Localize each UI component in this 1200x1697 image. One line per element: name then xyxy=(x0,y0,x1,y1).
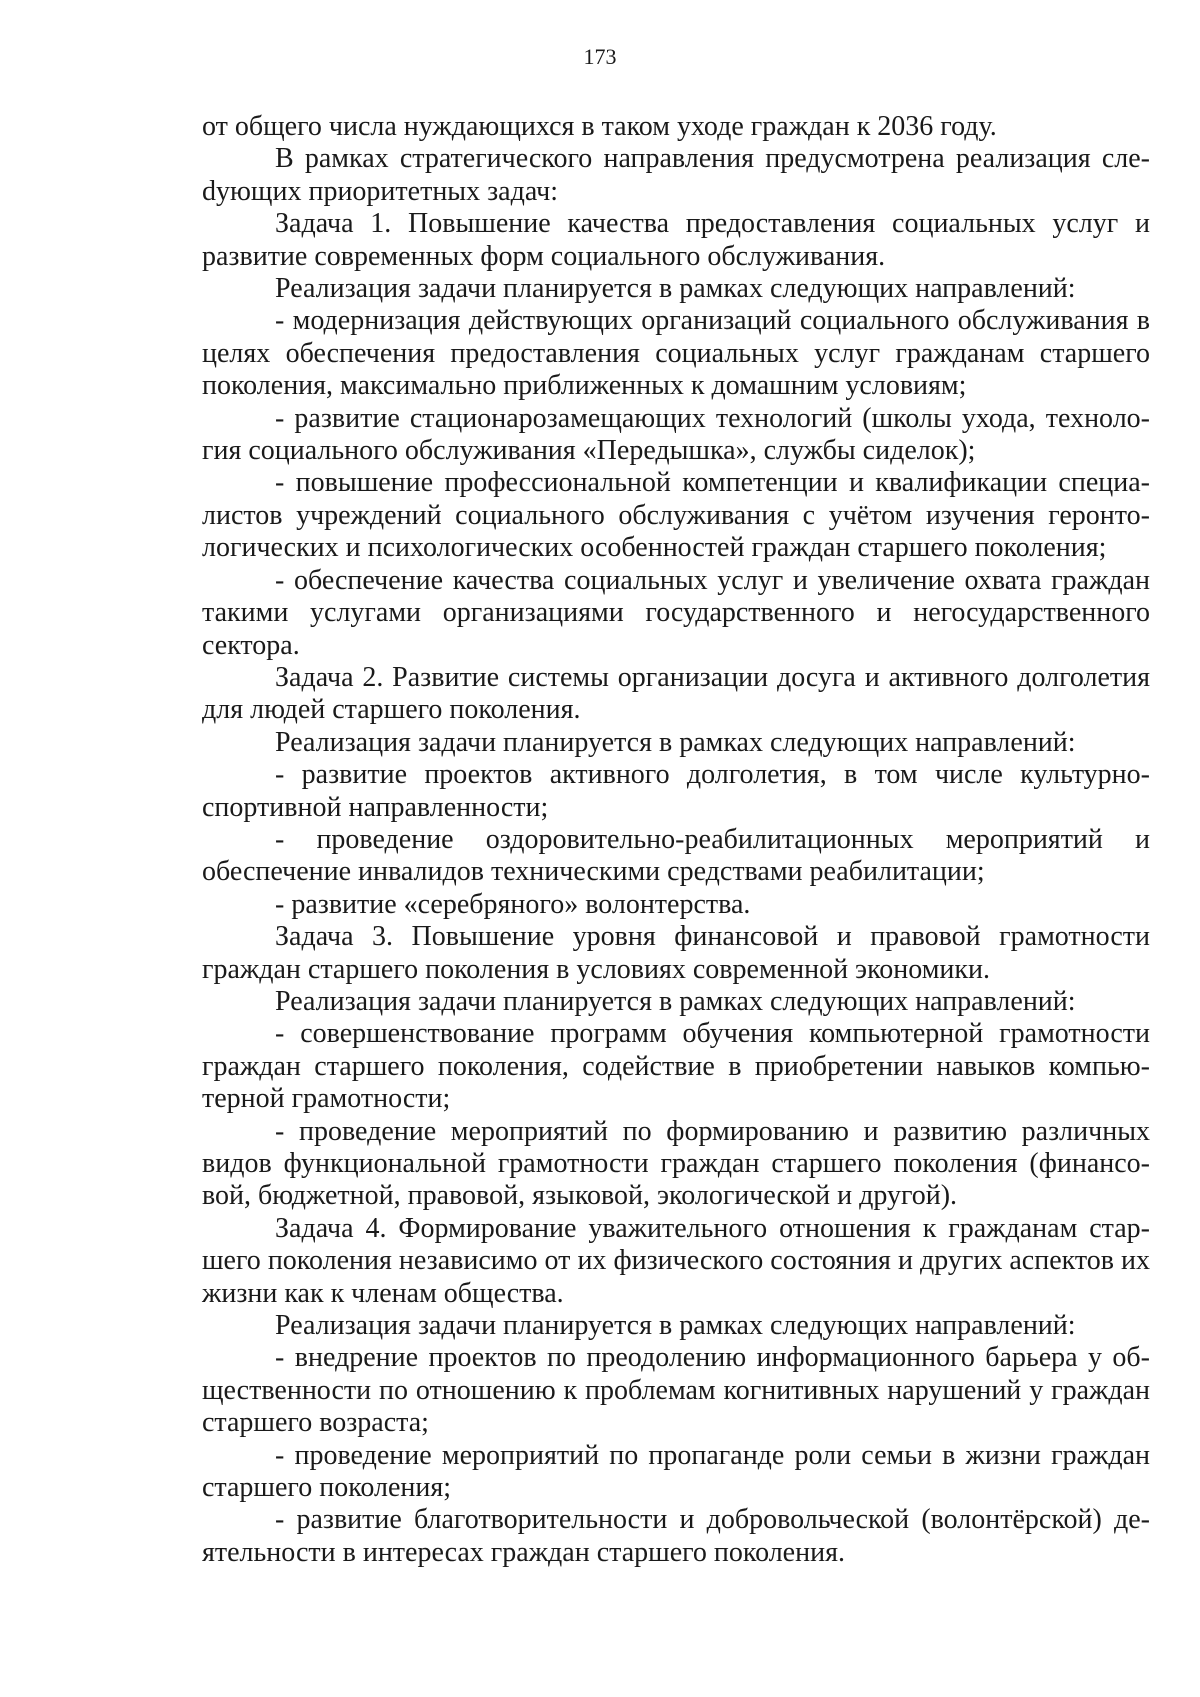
task-1-heading: Задача 1. Повышение качества предоставления социальных услуг и развитие современных форм социального обслуживания. xyxy=(202,208,1150,272)
task-4-directions-intro: Реализация задачи планируется в рамках следующих направлений: xyxy=(275,1310,1076,1342)
task-1-directions-intro: Реализация задачи планируется в рамках следующих направлений: xyxy=(275,273,1076,305)
list-item: - обеспечение качества социальных услуг и увеличение охвата граждан такими услугами организациями государственного и негосударственного сектора. xyxy=(202,564,1150,661)
list-item: - внедрение проектов по преодолению информационного барьера у общественности по отношению к проблемам когнитивных нарушений у граждан старшего возраста; xyxy=(202,1342,1150,1439)
list-item: - развитие благотворительности и добровольческой (волонтёрской) деятельности в интересах граждан старшего поколения. xyxy=(202,1504,1150,1568)
task-2-heading: Задача 2. Развитие системы организации досуга и активного долголетия для людей старшего поколения. xyxy=(202,661,1150,726)
list-item: - проведение оздоровительно-реабилитационных мероприятий и обеспечение инвалидов техническими средствами реабилитации; xyxy=(202,823,1150,888)
paragraph-intro: В рамках стратегического направления предусмотрена реализация слеdующих приоритетных задач: xyxy=(202,143,1150,207)
task-3-directions-intro: Реализация задачи планируется в рамках следующих направлений: xyxy=(275,985,1076,1017)
paragraph-continuation: от общего числа нуждающихся в таком уходе граждан к 2036 году. xyxy=(202,111,997,142)
list-item: - развитие стационарозамещающих технологий (школы ухода, технология социального обслуживания «Передышка», службы сиделок); xyxy=(202,402,1150,467)
task-3-heading: Задача 3. Повышение уровня финансовой и правовой грамотности граждан старшего поколения в условиях современной экономики. xyxy=(202,921,1150,985)
list-item: - проведение мероприятий по пропаганде роли семьи в жизни граждан старшего поколения; xyxy=(202,1439,1150,1504)
list-item: - проведение мероприятий по формированию и развитию различных видов функциональной грамотности граждан старшего поколения (финансовой, бюджетной, правовой, языковой, экологической и другой). xyxy=(202,1115,1150,1212)
list-item: - повышение профессиональной компетенции и квалификации специалистов учреждений социального обслуживания с учётом изучения геронтологических и психологических особенностей граждан старшего поколения; xyxy=(202,467,1150,564)
list-item: - модернизация действующих организаций социального обслуживания в целях обеспечения предоставления социальных услуг гражданам старшего поколения, максимально приближенных к домашним условиям; xyxy=(202,305,1150,402)
page-number: 173 xyxy=(583,44,617,69)
list-item: - развитие «серебряного» волонтерства. xyxy=(275,888,751,920)
document-body xyxy=(202,111,1150,1569)
task-2-directions-intro: Реализация задачи планируется в рамках следующих направлений: xyxy=(275,726,1076,758)
task-4-heading: Задача 4. Формирование уважительного отношения к гражданам старшего поколения независимо от их физического состояния и других аспектов их жизни как к членам общества. xyxy=(202,1212,1150,1309)
list-item: - развитие проектов активного долголетия, в том числе культурно-спортивной направленности; xyxy=(202,759,1150,823)
list-item: - совершенствование программ обучения компьютерной грамотности граждан старшего поколения, содействие в приобретении навыков компьютерной грамотности; xyxy=(202,1018,1150,1115)
